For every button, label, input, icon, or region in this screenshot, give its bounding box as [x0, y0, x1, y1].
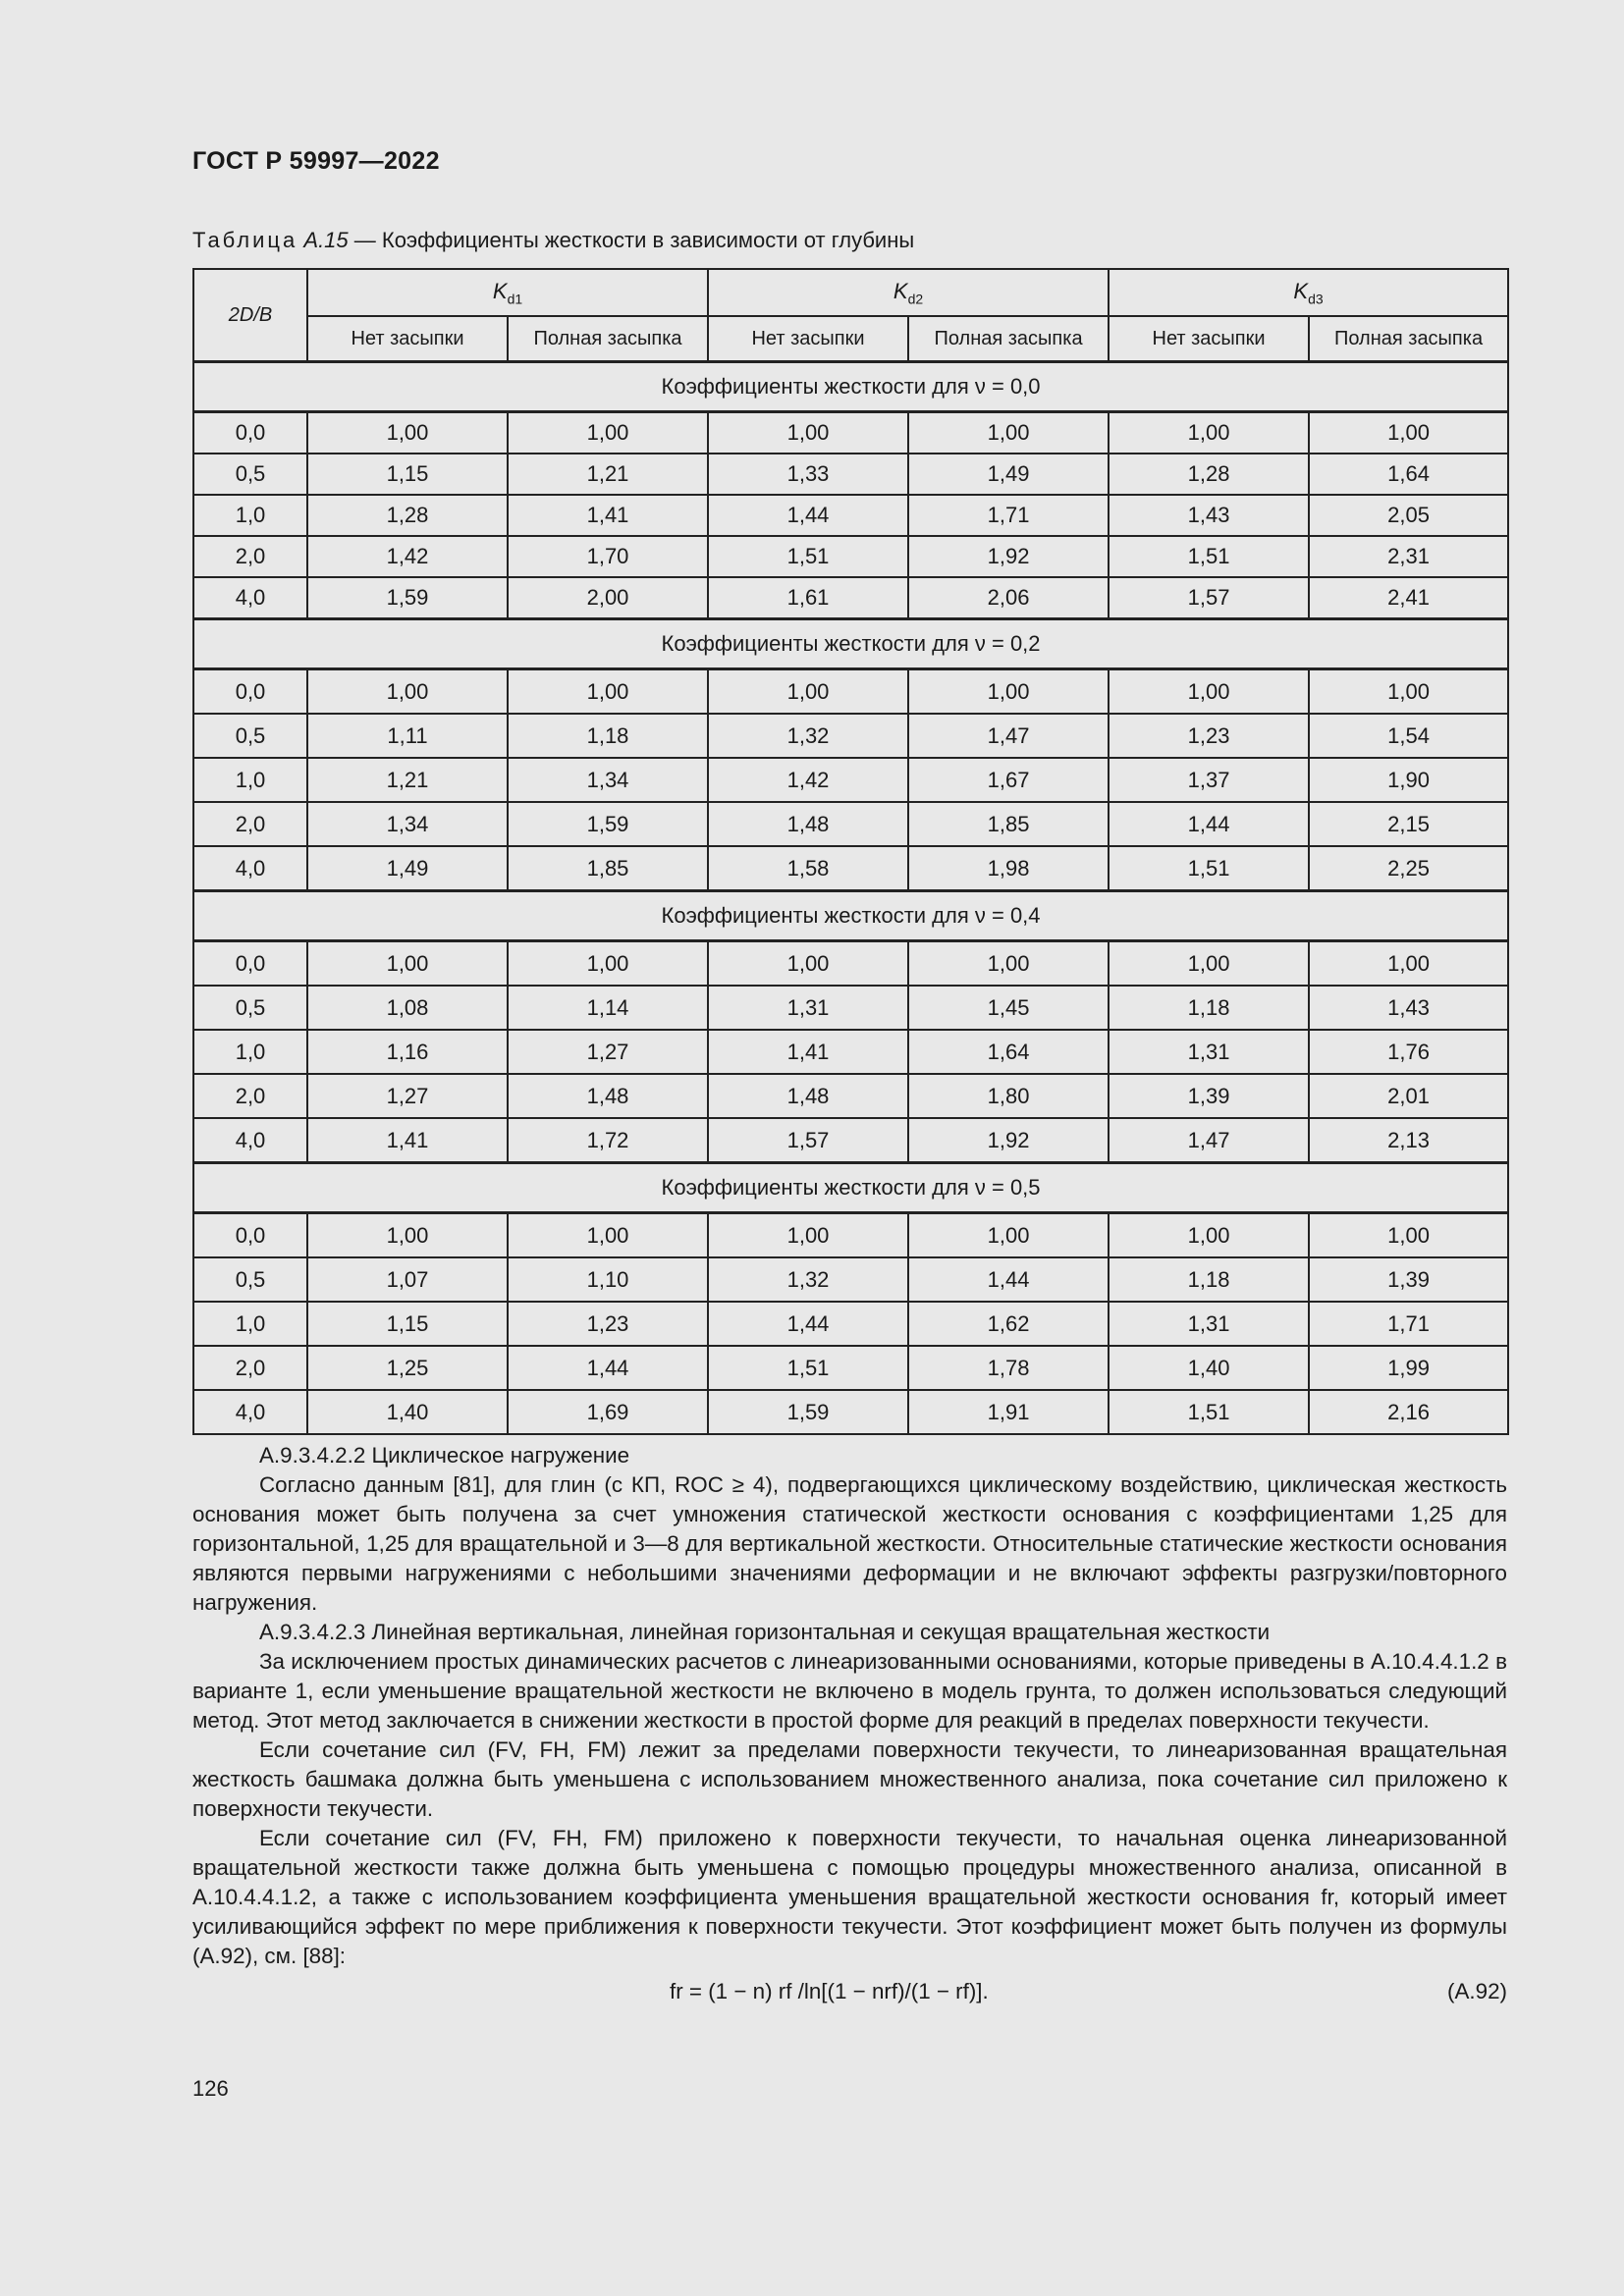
coefficient-cell: 1,43: [1309, 986, 1508, 1030]
table-row: [193, 941, 1508, 987]
coefficient-cell: 1,40: [307, 1390, 508, 1434]
coefficient-cell: 1,62: [908, 1302, 1109, 1346]
subcolumn-header: Полная засыпка: [1309, 316, 1508, 362]
depth-ratio-cell: 0,0: [193, 412, 307, 454]
depth-ratio-cell: 4,0: [193, 846, 307, 891]
coefficient-cell: 1,00: [508, 941, 708, 987]
coefficient-cell: 1,00: [1309, 1213, 1508, 1258]
coefficient-cell: 1,45: [908, 986, 1109, 1030]
column-header-2d-b: 2D/B: [193, 269, 307, 362]
coefficient-cell: 1,18: [508, 714, 708, 758]
coefficient-cell: 1,71: [908, 495, 1109, 536]
depth-ratio-cell: 0,0: [193, 941, 307, 987]
coefficient-cell: 1,91: [908, 1390, 1109, 1434]
table-row: [193, 986, 1508, 1030]
coefficient-cell: 1,16: [307, 1030, 508, 1074]
paragraph-cyclic: Согласно данным [81], для глин (с КП, ROC ≥ 4), подвергающихся циклическому воздействию, циклическая жесткость основания может быть получена за счет умножения статической жесткости основания с коэффициентами 1,25 для горизонтальной, 1,25 для вращательной и 3—8 для вертикальной жесткости. Относительные статические жесткости основания являются первыми нагружениями с небольшими значениями деформации и не включают эффекты разгрузки/повторного нагружения.: [192, 1472, 1507, 1615]
paragraph-method: За исключением простых динамических расчетов с линеаризованными основаниями, которые приведены в А.10.4.4.1.2 в варианте 1, если уменьшение вращательной жесткости не включено в модель грунта, то должен использоваться следующий метод. Этот метод заключается в снижении жесткости в простой форме для реакций в пределах поверхности текучести.: [192, 1649, 1507, 1733]
coefficient-cell: 1,72: [508, 1118, 708, 1163]
coefficient-cell: 1,34: [307, 802, 508, 846]
coefficient-cell: 1,15: [307, 454, 508, 495]
depth-ratio-cell: 0,5: [193, 454, 307, 495]
coefficient-cell: 1,49: [908, 454, 1109, 495]
depth-ratio-cell: 0,0: [193, 1213, 307, 1258]
table-row: [193, 1030, 1508, 1074]
formula-expression: fr = (1 − n) rf /ln[(1 − nrf)/(1 − rf)].: [670, 1979, 989, 2003]
coefficient-cell: 1,11: [307, 714, 508, 758]
coefficient-cell: 1,47: [1109, 1118, 1309, 1163]
coefficient-cell: 1,48: [708, 1074, 908, 1118]
subsection-heading-linear: А.9.3.4.2.3 Линейная вертикальная, линейная горизонтальная и секущая вращательная жесткости: [259, 1620, 1271, 1644]
coefficient-cell: 1,80: [908, 1074, 1109, 1118]
table-row: [193, 714, 1508, 758]
coefficient-cell: 1,31: [1109, 1030, 1309, 1074]
coefficient-cell: 1,42: [307, 536, 508, 577]
depth-ratio-cell: 0,5: [193, 1257, 307, 1302]
coefficient-cell: 1,37: [1109, 758, 1309, 802]
paragraph-on-yield: Если сочетание сил (FV, FH, FM) приложено к поверхности текучести, то начальная оценка линеаризованной вращательной жесткости также должна быть уменьшена с помощью процедуры множественного анализа, описанной в А.10.4.4.1.2, а также с использованием коэффициента уменьшения вращательной жесткости основания fr, который имеет усиливающийся эффект по мере приближения к поверхности текучести. Этот коэффициент может быть получен из формулы (А.92), см. [88]:: [192, 1826, 1507, 1968]
coefficient-cell: 1,41: [508, 495, 708, 536]
table-caption-label: Таблица: [192, 228, 298, 252]
coefficient-cell: 2,25: [1309, 846, 1508, 891]
coefficient-cell: 1,07: [307, 1257, 508, 1302]
coefficient-cell: 1,64: [908, 1030, 1109, 1074]
stiffness-coefficients-table: [192, 268, 1509, 1435]
coefficient-cell: 2,01: [1309, 1074, 1508, 1118]
table-row: [193, 1302, 1508, 1346]
coefficient-cell: 1,57: [708, 1118, 908, 1163]
table-row: [193, 1390, 1508, 1434]
table-row: [193, 536, 1508, 577]
subcolumn-header: Нет засыпки: [307, 316, 508, 362]
depth-ratio-cell: 2,0: [193, 536, 307, 577]
coefficient-cell: 1,31: [1109, 1302, 1309, 1346]
coefficient-cell: 1,28: [1109, 454, 1309, 495]
coefficient-cell: 1,00: [708, 669, 908, 715]
coefficient-cell: 1,44: [508, 1346, 708, 1390]
coefficient-cell: 1,40: [1109, 1346, 1309, 1390]
coefficient-cell: 1,51: [708, 1346, 908, 1390]
coefficient-cell: 1,49: [307, 846, 508, 891]
coefficient-cell: 1,33: [708, 454, 908, 495]
subsection-heading-cyclic: А.9.3.4.2.2 Циклическое нагружение: [259, 1443, 630, 1468]
coefficient-cell: 1,51: [708, 536, 908, 577]
coefficient-cell: 1,48: [708, 802, 908, 846]
coefficient-cell: 1,54: [1309, 714, 1508, 758]
table-row: [193, 758, 1508, 802]
table-row: [193, 1074, 1508, 1118]
coefficient-cell: 1,85: [508, 846, 708, 891]
column-header-kd2: $K_{d2}$: [708, 269, 1109, 316]
coefficient-cell: 1,00: [307, 669, 508, 715]
coefficient-cell: 1,21: [307, 758, 508, 802]
coefficient-cell: 2,16: [1309, 1390, 1508, 1434]
table-row: [193, 1213, 1508, 1258]
coefficient-cell: 1,43: [1109, 495, 1309, 536]
coefficient-cell: 2,31: [1309, 536, 1508, 577]
body-text: [192, 1441, 1507, 2010]
coefficient-cell: 1,23: [1109, 714, 1309, 758]
coefficient-cell: 2,06: [908, 577, 1109, 619]
coefficient-cell: 1,00: [508, 1213, 708, 1258]
coefficient-cell: 1,99: [1309, 1346, 1508, 1390]
coefficient-cell: 1,51: [1109, 536, 1309, 577]
coefficient-cell: 1,39: [1309, 1257, 1508, 1302]
coefficient-cell: 1,00: [908, 941, 1109, 987]
coefficient-cell: 1,44: [908, 1257, 1109, 1302]
coefficient-cell: 2,15: [1309, 802, 1508, 846]
coefficient-cell: 1,32: [708, 1257, 908, 1302]
coefficient-cell: 1,00: [1109, 941, 1309, 987]
document-code: ГОСТ Р 59997—2022: [192, 147, 440, 175]
coefficient-cell: 1,51: [1109, 1390, 1309, 1434]
depth-ratio-cell: 0,0: [193, 669, 307, 715]
coefficient-cell: 1,00: [307, 1213, 508, 1258]
coefficient-cell: 1,64: [1309, 454, 1508, 495]
subcolumn-header: Полная засыпка: [908, 316, 1109, 362]
coefficient-cell: 1,08: [307, 986, 508, 1030]
depth-ratio-cell: 2,0: [193, 1346, 307, 1390]
coefficient-cell: 1,18: [1109, 986, 1309, 1030]
coefficient-cell: 1,61: [708, 577, 908, 619]
coefficient-cell: 1,98: [908, 846, 1109, 891]
depth-ratio-cell: 4,0: [193, 1390, 307, 1434]
coefficient-cell: 1,32: [708, 714, 908, 758]
depth-ratio-cell: 4,0: [193, 1118, 307, 1163]
coefficient-cell: 1,00: [307, 941, 508, 987]
coefficient-cell: 1,92: [908, 536, 1109, 577]
coefficient-cell: 1,57: [1109, 577, 1309, 619]
coefficient-cell: 1,00: [508, 412, 708, 454]
coefficient-cell: 1,00: [1309, 412, 1508, 454]
paragraph-outside-yield: Если сочетание сил (FV, FH, FM) лежит за пределами поверхности текучести, то линеаризованная вращательная жесткость башмака должна быть уменьшена с использованием множественного анализа, пока сочетание сил приложено к поверхности текучести.: [192, 1737, 1507, 1821]
subcolumn-header: Полная засыпка: [508, 316, 708, 362]
coefficient-cell: 1,00: [1109, 1213, 1309, 1258]
coefficient-cell: 1,28: [307, 495, 508, 536]
coefficient-cell: 1,10: [508, 1257, 708, 1302]
table-caption-number: А.15: [303, 228, 349, 252]
section-header-row: Коэффициенты жесткости для ν = 0,0: [193, 362, 1508, 412]
section-header-row: Коэффициенты жесткости для ν = 0,4: [193, 891, 1508, 941]
coefficient-cell: 1,41: [708, 1030, 908, 1074]
table-row: [193, 802, 1508, 846]
coefficient-cell: 1,00: [708, 412, 908, 454]
coefficient-cell: 1,69: [508, 1390, 708, 1434]
coefficient-cell: 1,59: [708, 1390, 908, 1434]
table-row: [193, 495, 1508, 536]
coefficient-cell: 1,59: [307, 577, 508, 619]
coefficient-cell: 1,15: [307, 1302, 508, 1346]
coefficient-cell: 1,71: [1309, 1302, 1508, 1346]
coefficient-cell: 1,00: [908, 1213, 1109, 1258]
coefficient-cell: 1,51: [1109, 846, 1309, 891]
subcolumn-header: Нет засыпки: [1109, 316, 1309, 362]
table-caption: [192, 228, 914, 253]
coefficient-cell: 1,00: [708, 1213, 908, 1258]
coefficient-cell: 1,00: [708, 941, 908, 987]
coefficient-cell: 1,44: [708, 1302, 908, 1346]
coefficient-cell: 1,00: [908, 669, 1109, 715]
coefficient-cell: 2,41: [1309, 577, 1508, 619]
coefficient-cell: 1,00: [1309, 941, 1508, 987]
coefficient-cell: 1,27: [307, 1074, 508, 1118]
coefficient-cell: 1,78: [908, 1346, 1109, 1390]
coefficient-cell: 1,90: [1309, 758, 1508, 802]
coefficient-cell: 1,39: [1109, 1074, 1309, 1118]
coefficient-cell: 1,23: [508, 1302, 708, 1346]
table-row: [193, 412, 1508, 454]
depth-ratio-cell: 1,0: [193, 758, 307, 802]
coefficient-cell: 1,31: [708, 986, 908, 1030]
page-number: 126: [192, 2076, 229, 2101]
coefficient-cell: 2,13: [1309, 1118, 1508, 1163]
coefficient-cell: 1,25: [307, 1346, 508, 1390]
depth-ratio-cell: 2,0: [193, 802, 307, 846]
coefficient-cell: 1,00: [1309, 669, 1508, 715]
coefficient-cell: 1,00: [908, 412, 1109, 454]
table-row: [193, 846, 1508, 891]
coefficient-cell: 1,00: [1109, 412, 1309, 454]
depth-ratio-cell: 0,5: [193, 986, 307, 1030]
coefficient-cell: 1,59: [508, 802, 708, 846]
depth-ratio-cell: 1,0: [193, 1302, 307, 1346]
coefficient-cell: 1,00: [508, 669, 708, 715]
column-header-kd1: $K_{d1}$: [307, 269, 708, 316]
table-row: [193, 454, 1508, 495]
coefficient-cell: 1,76: [1309, 1030, 1508, 1074]
coefficient-cell: 1,67: [908, 758, 1109, 802]
coefficient-cell: 1,00: [307, 412, 508, 454]
coefficient-cell: 1,44: [1109, 802, 1309, 846]
depth-ratio-cell: 4,0: [193, 577, 307, 619]
coefficient-cell: 1,48: [508, 1074, 708, 1118]
coefficient-cell: 1,44: [708, 495, 908, 536]
coefficient-cell: 1,18: [1109, 1257, 1309, 1302]
depth-ratio-cell: 1,0: [193, 495, 307, 536]
coefficient-cell: 1,34: [508, 758, 708, 802]
subcolumn-header: Нет засыпки: [708, 316, 908, 362]
formula-a92: [192, 1973, 1507, 2010]
coefficient-cell: 1,58: [708, 846, 908, 891]
depth-ratio-cell: 0,5: [193, 714, 307, 758]
depth-ratio-cell: 2,0: [193, 1074, 307, 1118]
coefficient-cell: 2,00: [508, 577, 708, 619]
coefficient-cell: 2,05: [1309, 495, 1508, 536]
table-row: [193, 1118, 1508, 1163]
table-caption-text: — Коэффициенты жесткости в зависимости от глубины: [348, 228, 915, 252]
coefficient-cell: 1,42: [708, 758, 908, 802]
depth-ratio-cell: 1,0: [193, 1030, 307, 1074]
table-row: [193, 1257, 1508, 1302]
coefficient-cell: 1,27: [508, 1030, 708, 1074]
coefficient-cell: 1,00: [1109, 669, 1309, 715]
coefficient-cell: 1,85: [908, 802, 1109, 846]
table-row: [193, 1346, 1508, 1390]
section-header-row: Коэффициенты жесткости для ν = 0,2: [193, 619, 1508, 669]
column-header-kd3: $K_{d3}$: [1109, 269, 1508, 316]
coefficient-cell: 1,92: [908, 1118, 1109, 1163]
coefficient-cell: 1,21: [508, 454, 708, 495]
coefficient-cell: 1,14: [508, 986, 708, 1030]
coefficient-cell: 1,47: [908, 714, 1109, 758]
coefficient-cell: 1,70: [508, 536, 708, 577]
coefficient-cell: 1,41: [307, 1118, 508, 1163]
table-row: [193, 669, 1508, 715]
formula-number: (А.92): [1447, 1979, 1507, 2003]
section-header-row: Коэффициенты жесткости для ν = 0,5: [193, 1163, 1508, 1213]
table-row: [193, 577, 1508, 619]
